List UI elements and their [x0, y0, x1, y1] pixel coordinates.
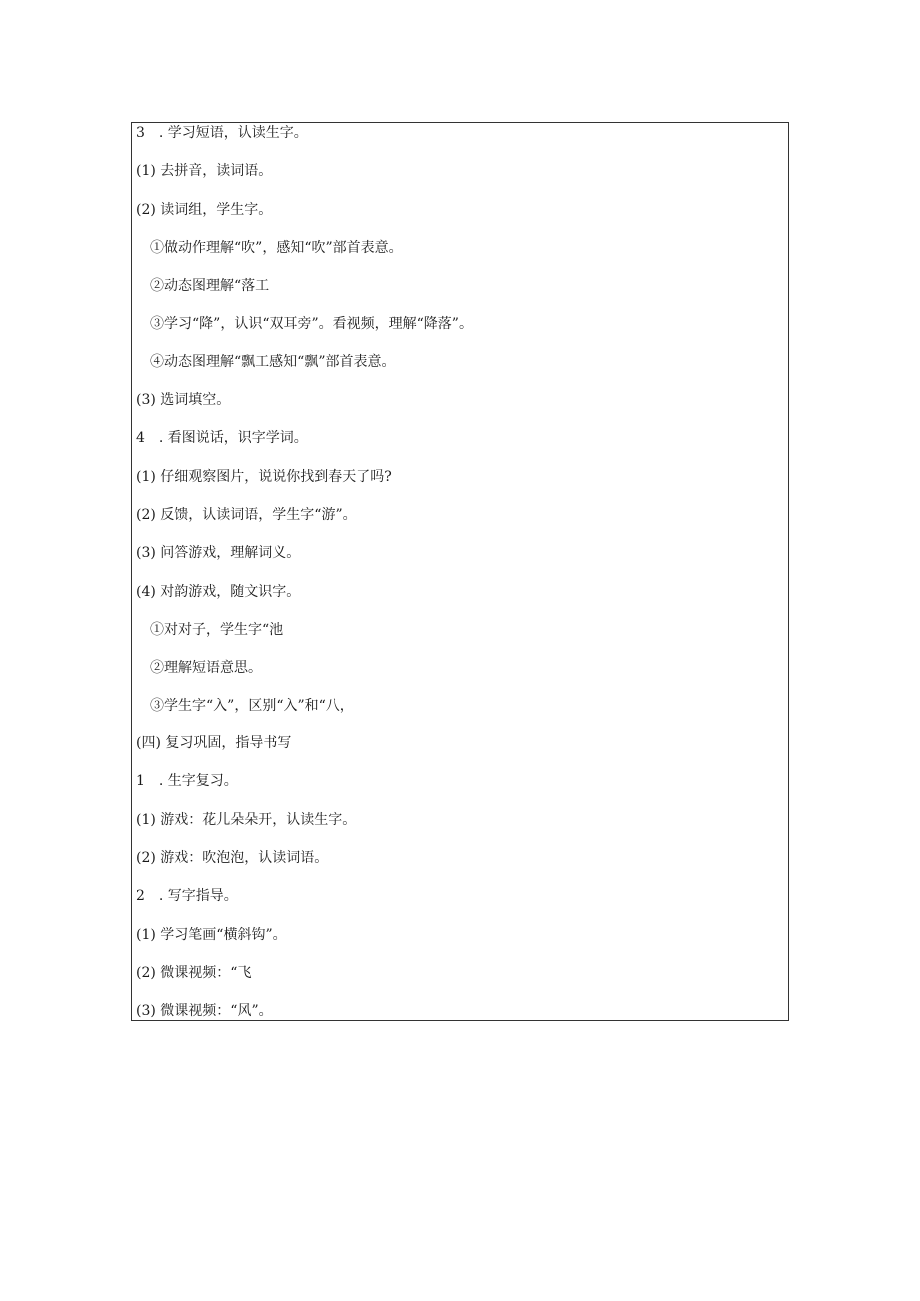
text-line: (3) 选词填空。 [136, 392, 231, 408]
text-line: 2 . 写字指导。 [136, 888, 238, 904]
text-line: (1) 游戏：花儿朵朵开，认读生字。 [136, 812, 357, 828]
text-line: (1) 仔细观察图片，说说你找到春天了吗? [136, 469, 392, 485]
text-line: ③学习“降”，认识“双耳旁”。看视频，理解“降落”。 [150, 316, 473, 332]
text-line: ②理解短语意思。 [150, 660, 262, 676]
text-line: ①对对子，学生字“池 [150, 622, 284, 638]
text-line: (2) 微课视频：“飞 [136, 965, 252, 981]
text-line: (4) 对韵游戏，随文识字。 [136, 584, 301, 600]
text-line: ④动态图理解“飘工感知“飘”部首表意。 [150, 354, 396, 370]
text-line: (3) 微课视频：“风”。 [136, 1003, 273, 1019]
text-line: (2) 游戏：吹泡泡，认读词语。 [136, 850, 329, 866]
text-line: ③学生字“入”，区别“入”和“八， [150, 698, 354, 714]
text-line: (3) 问答游戏，理解词义。 [136, 545, 301, 561]
text-line: (1) 去拼音，读词语。 [136, 163, 273, 179]
text-line: ②动态图理解“落工 [150, 278, 270, 294]
text-line: (四) 复习巩固，指导书写 [136, 735, 292, 751]
text-line: 3 . 学习短语，认读生字。 [136, 125, 308, 141]
text-line: (2) 读词组，学生字。 [136, 202, 273, 218]
lesson-plan-box [131, 122, 789, 1021]
text-line: 4 . 看图说话，识字学词。 [136, 430, 308, 446]
text-line: ①做动作理解“吹”，感知“吹”部首表意。 [150, 240, 403, 256]
text-line: (1) 学习笔画“横斜钩”。 [136, 927, 287, 943]
text-line: (2) 反馈，认读词语，学生字“游”。 [136, 507, 357, 523]
text-line: 1 . 生字复习。 [136, 773, 238, 789]
